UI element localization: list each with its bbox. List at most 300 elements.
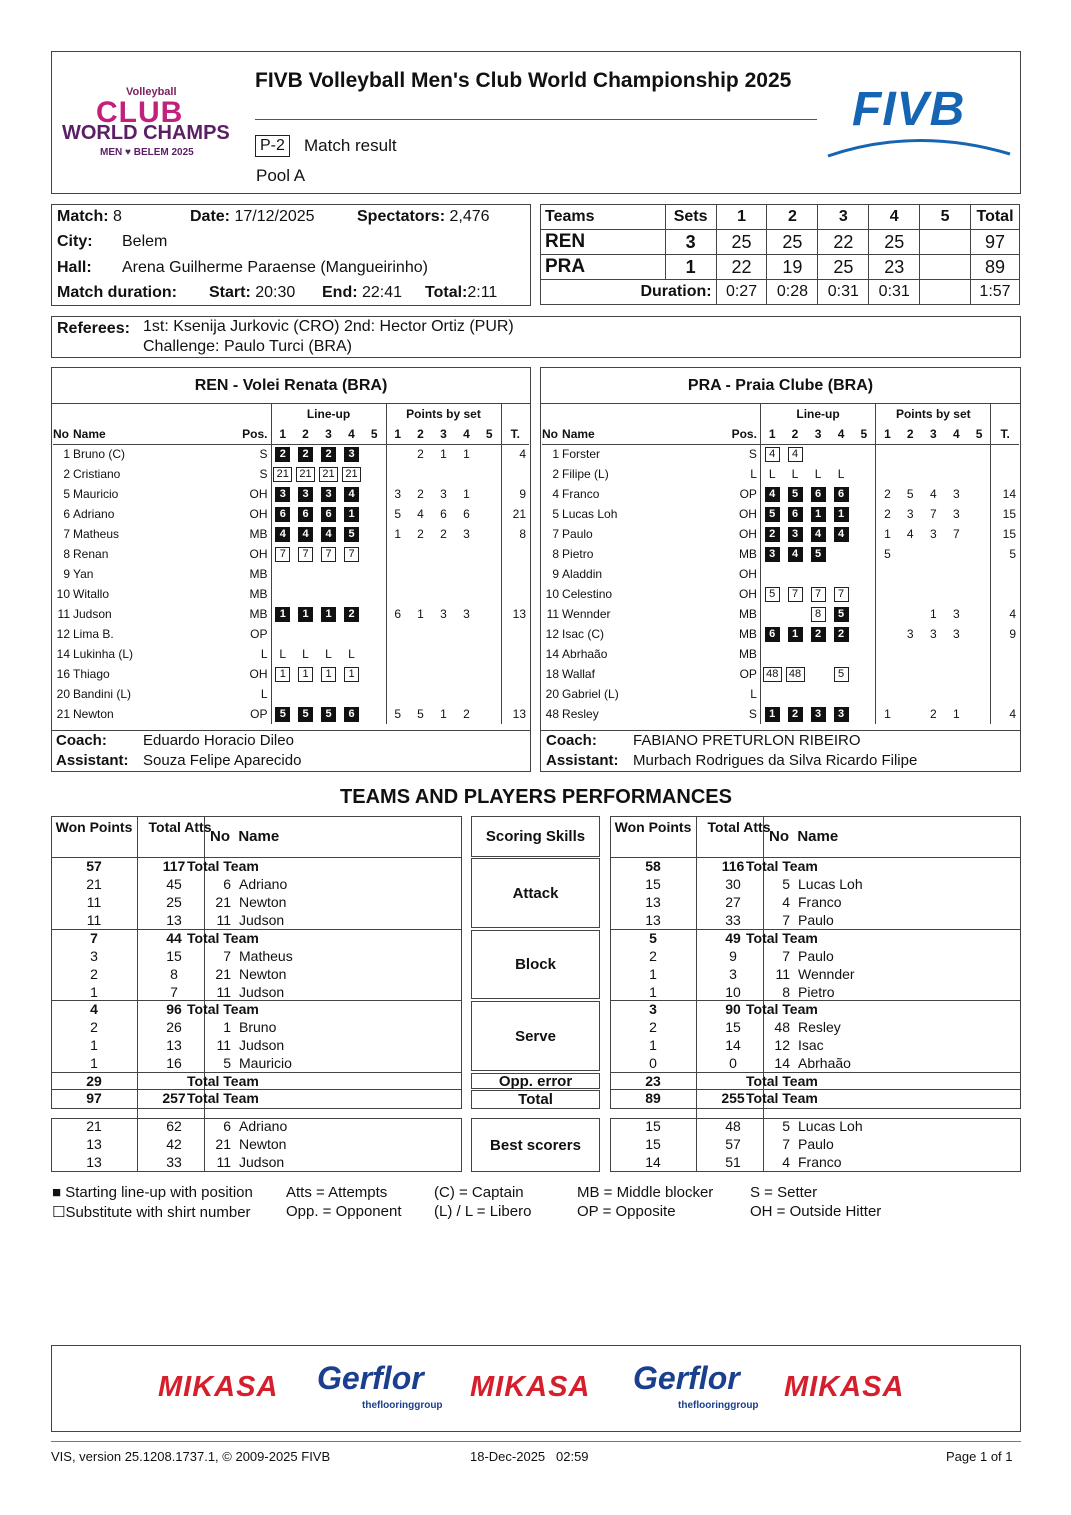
player-row xyxy=(542,644,1019,664)
player-number: 14 xyxy=(774,1055,790,1071)
starting-position-mark: 4 xyxy=(344,487,359,502)
set-points: 2 xyxy=(463,707,470,721)
set-points: 2 xyxy=(884,507,891,521)
player-row xyxy=(53,604,529,624)
player-total-points: 13 xyxy=(512,707,526,721)
atts-header: Total Atts xyxy=(148,819,212,835)
player-total-points: 4 xyxy=(1009,607,1016,621)
starting-position-mark: 6 xyxy=(344,707,359,722)
score-set: 19 xyxy=(767,255,818,280)
set-duration: 0:31 xyxy=(869,280,920,305)
player-name: Total Team xyxy=(187,858,259,874)
set-points xyxy=(968,684,991,704)
set-points: 1 xyxy=(440,707,447,721)
starting-position-mark: 3 xyxy=(788,527,803,542)
team-a-coach: Eduardo Horacio Dileo xyxy=(143,732,294,749)
starting-position-mark: 2 xyxy=(344,607,359,622)
player-row xyxy=(53,644,529,664)
won-points: 21 xyxy=(86,876,102,892)
set-points: 3 xyxy=(463,607,470,621)
starting-position-mark: 2 xyxy=(765,527,780,542)
set-points: 5 xyxy=(417,707,424,721)
player-total-points: 4 xyxy=(1009,707,1016,721)
player-position: OH xyxy=(738,567,757,581)
player-name: Newton xyxy=(239,1136,287,1152)
player-number: 10 xyxy=(56,587,70,601)
set-points xyxy=(922,664,945,684)
won-points: 15 xyxy=(645,1118,661,1134)
set-points: 3 xyxy=(906,507,914,521)
match-start: Start: 20:30 xyxy=(209,284,296,301)
player-number: 12 xyxy=(774,1037,790,1053)
won-points: 13 xyxy=(645,912,661,928)
score-header: Sets xyxy=(665,205,716,230)
set-points xyxy=(899,644,922,664)
player-position: L xyxy=(750,687,757,701)
title-divider xyxy=(255,119,817,120)
score-set: 22 xyxy=(818,230,869,255)
starting-position-mark: 6 xyxy=(298,507,313,522)
player-number: 11 xyxy=(546,607,560,621)
won-points: 1 xyxy=(90,1037,98,1053)
skill-label: Total xyxy=(471,1090,600,1109)
lineup-group-header xyxy=(53,404,529,424)
player-total-points xyxy=(501,564,529,584)
total-attempts: 8 xyxy=(170,966,178,982)
player-number: 5 xyxy=(782,876,790,892)
total-attempts: 15 xyxy=(725,1019,741,1035)
libero-mark: L xyxy=(279,647,287,661)
player-name: Cristiano xyxy=(73,467,121,481)
substitute-mark: 1 xyxy=(321,667,336,682)
set-points: 7 xyxy=(952,527,960,541)
starting-position-mark: 4 xyxy=(321,527,336,542)
substitute-mark: 7 xyxy=(834,587,849,602)
gerflor-logo: Gerflor xyxy=(317,1360,424,1396)
player-name: Resley xyxy=(798,1019,841,1035)
set-header: 2 xyxy=(906,426,914,441)
score-header-row xyxy=(541,205,1020,230)
score-header: 2 xyxy=(767,205,818,230)
set-points: 2 xyxy=(417,447,424,462)
skill-label: Best scorers xyxy=(471,1118,600,1172)
player-number: 4 xyxy=(782,1154,790,1170)
won-points: 57 xyxy=(86,858,102,874)
set-points: 6 xyxy=(394,607,402,621)
score-set: 25 xyxy=(767,230,818,255)
starting-position-mark: 3 xyxy=(811,707,826,722)
set-points xyxy=(922,564,945,584)
player-row xyxy=(542,544,1019,564)
set-points xyxy=(945,444,968,464)
set-points: 3 xyxy=(929,527,937,541)
substitute-mark: 1 xyxy=(344,667,359,682)
won-points: 15 xyxy=(645,1136,661,1152)
starting-position-mark: 1 xyxy=(344,507,359,522)
set-points: 5 xyxy=(906,487,914,501)
total-attempts: 257 xyxy=(162,1090,186,1106)
won-points: 1 xyxy=(90,1055,98,1071)
player-row xyxy=(542,684,1019,704)
atts-header: Total Atts xyxy=(707,819,771,835)
player-row xyxy=(542,604,1019,624)
total-attempts: 48 xyxy=(725,1118,741,1134)
total-duration: 1:57 xyxy=(971,280,1020,305)
score-set: 22 xyxy=(716,255,767,280)
player-name: Abrhaão xyxy=(562,647,608,661)
set-header: 4 xyxy=(837,426,845,441)
total-attempts: 10 xyxy=(725,984,741,1000)
player-name: Total Team xyxy=(746,1001,818,1017)
starting-position-mark: 1 xyxy=(788,627,803,642)
skill-label: Attack xyxy=(471,858,600,928)
total-header: T. xyxy=(1000,426,1010,441)
player-name: Pietro xyxy=(562,547,594,561)
player-number: 11 xyxy=(216,984,231,1000)
points-by-set-header: Points by set xyxy=(386,404,501,424)
player-number: 1 xyxy=(63,447,70,462)
player-row xyxy=(53,684,529,704)
player-name: Judson xyxy=(239,912,285,928)
starting-position-mark: 5 xyxy=(765,507,780,522)
player-name: Lucas Loh xyxy=(798,1118,863,1134)
player-name: Lima B. xyxy=(73,627,114,641)
substitute-mark: 1 xyxy=(275,667,290,682)
won-points: 1 xyxy=(649,1037,657,1053)
set-points xyxy=(386,584,409,604)
player-number: 18 xyxy=(545,667,560,681)
player-position: OH xyxy=(249,667,268,681)
player-name: Gabriel (L) xyxy=(562,687,619,701)
player-name: Pietro xyxy=(798,984,835,1000)
set-points xyxy=(478,684,501,704)
set-points xyxy=(899,564,922,584)
set-header: 3 xyxy=(814,426,822,441)
won-points: 2 xyxy=(649,948,657,964)
player-name: Newton xyxy=(73,707,114,721)
set-points xyxy=(968,584,991,604)
set-points xyxy=(922,684,945,704)
score-sets: 1 xyxy=(665,255,716,280)
player-number: 7 xyxy=(782,912,790,928)
set-points xyxy=(386,624,409,644)
set-points xyxy=(968,524,991,544)
total-attempts: 13 xyxy=(166,912,182,928)
score-row-pra xyxy=(541,255,1020,280)
substitute-mark: 21 xyxy=(342,467,361,482)
set-points: 2 xyxy=(884,487,891,501)
set-points xyxy=(478,664,501,684)
won-points: 0 xyxy=(649,1055,657,1071)
player-row xyxy=(542,704,1019,724)
set-points xyxy=(968,504,991,524)
score-set: 25 xyxy=(869,230,920,255)
player-name: Filipe (L) xyxy=(562,467,609,481)
player-name: Total Team xyxy=(746,1090,818,1106)
player-total-points: 8 xyxy=(519,527,526,541)
player-number: 21 xyxy=(215,1136,231,1152)
set-points xyxy=(899,544,922,564)
starting-position-mark: 5 xyxy=(275,707,290,722)
total-attempts: 51 xyxy=(725,1154,741,1170)
player-row xyxy=(53,544,529,564)
match-number: Match: 8 xyxy=(57,208,122,225)
set-points xyxy=(876,664,899,684)
player-position: OH xyxy=(738,587,757,601)
libero-mark: L xyxy=(348,647,355,661)
player-row xyxy=(53,704,529,724)
substitute-mark: 4 xyxy=(765,447,780,462)
set-points: 1 xyxy=(463,487,470,501)
match-date: Date: 17/12/2025 xyxy=(190,208,315,225)
player-position: S xyxy=(259,447,268,462)
player-position: OH xyxy=(249,547,268,561)
fivb-logo-swoosh-icon xyxy=(826,132,1012,158)
set-points xyxy=(478,504,501,524)
set-points xyxy=(409,544,432,564)
player-number: 5 xyxy=(63,487,70,501)
substitute-mark: 5 xyxy=(765,587,780,602)
player-number: 7 xyxy=(782,1136,790,1152)
set-points xyxy=(968,564,991,584)
set-points xyxy=(478,544,501,564)
match-total-time: Total:2:11 xyxy=(425,284,498,301)
won-points: 5 xyxy=(649,930,657,946)
set-points xyxy=(945,564,968,584)
set-points xyxy=(432,584,455,604)
player-name: Mauricio xyxy=(239,1055,292,1071)
set-points xyxy=(409,584,432,604)
total-attempts: 14 xyxy=(725,1037,741,1053)
player-number: 12 xyxy=(56,627,70,641)
legend-starting: ■ Starting line-up with position xyxy=(52,1184,253,1201)
player-name: Bruno xyxy=(239,1019,277,1035)
set-points xyxy=(478,524,501,544)
score-set: 25 xyxy=(716,230,767,255)
player-name: Bruno (C) xyxy=(73,447,126,462)
score-set xyxy=(920,255,971,280)
player-number: 21 xyxy=(56,707,70,721)
starting-position-mark: 6 xyxy=(765,627,780,642)
match-code: P-2 xyxy=(255,135,290,157)
name-header: Name xyxy=(562,426,595,441)
set-points xyxy=(945,644,968,664)
set-points xyxy=(922,464,945,484)
total-attempts: 90 xyxy=(725,1001,741,1017)
set-header: 4 xyxy=(463,426,470,441)
player-position: OH xyxy=(738,507,757,521)
player-total-points xyxy=(501,464,529,484)
starting-position-mark: 5 xyxy=(834,607,849,622)
won-points: 14 xyxy=(645,1154,661,1170)
set-points xyxy=(386,664,409,684)
set-points xyxy=(478,484,501,504)
score-set: 23 xyxy=(869,255,920,280)
legend-opp: Opp. = Opponent xyxy=(286,1203,402,1220)
score-set: 25 xyxy=(818,255,869,280)
player-number: 5 xyxy=(223,1055,231,1071)
player-row xyxy=(542,444,1019,464)
set-points xyxy=(478,644,501,664)
set-points xyxy=(432,544,455,564)
player-position: L xyxy=(750,467,757,481)
player-name: Total Team xyxy=(746,1073,818,1089)
substitute-mark: 7 xyxy=(321,547,336,562)
set-points xyxy=(455,664,478,684)
player-name: Renan xyxy=(73,547,109,561)
total-attempts: 44 xyxy=(166,930,182,946)
set-points: 1 xyxy=(394,527,402,541)
set-points xyxy=(455,464,478,484)
substitute-mark: 21 xyxy=(273,467,292,482)
starting-position-mark: 2 xyxy=(834,627,849,642)
total-attempts: 96 xyxy=(166,1001,182,1017)
player-name: Adriano xyxy=(73,507,115,521)
set-header: 1 xyxy=(760,424,783,444)
skill-label: Serve xyxy=(471,1001,600,1071)
event-logo-club: CLUB xyxy=(96,96,184,129)
score-header: 3 xyxy=(818,205,869,230)
player-number: 7 xyxy=(782,948,790,964)
player-position: OP xyxy=(250,627,268,641)
player-position: MB xyxy=(738,647,757,661)
player-name: Paulo xyxy=(798,1136,834,1152)
referees-label: Referees: xyxy=(57,320,130,337)
starting-position-mark: 1 xyxy=(834,507,849,522)
set-header: 4 xyxy=(952,426,960,441)
pool-name: Pool A xyxy=(256,166,306,185)
player-number: 48 xyxy=(545,707,560,721)
score-total: 89 xyxy=(971,255,1020,280)
set-points xyxy=(409,464,432,484)
set-points xyxy=(968,644,991,664)
set-points xyxy=(945,664,968,684)
team-b-lineup-table xyxy=(542,404,1019,724)
player-number: 6 xyxy=(63,507,70,521)
won-header: Won Points xyxy=(614,819,692,835)
set-points xyxy=(432,644,455,664)
player-position: L xyxy=(260,687,268,701)
set-points xyxy=(455,644,478,664)
starting-position-mark: 6 xyxy=(275,507,290,522)
player-position: S xyxy=(259,467,268,481)
won-points: 13 xyxy=(86,1136,102,1152)
starting-position-mark: 5 xyxy=(298,707,313,722)
won-points: 2 xyxy=(90,1019,98,1035)
total-attempts: 27 xyxy=(725,894,741,910)
document-type: Match result xyxy=(304,136,397,155)
set-points xyxy=(945,584,968,604)
player-row xyxy=(53,624,529,644)
lineup-column-header xyxy=(542,424,1019,444)
player-total-points xyxy=(501,624,529,644)
player-row xyxy=(53,664,529,684)
player-name: Total Team xyxy=(746,858,818,874)
player-name: Resley xyxy=(562,707,599,721)
team-a-coach-label: Coach: xyxy=(56,732,107,749)
set-points: 3 xyxy=(440,607,447,621)
starting-position-mark: 2 xyxy=(811,627,826,642)
set-header: 5 xyxy=(853,424,876,444)
player-name: Abrhaão xyxy=(798,1055,851,1071)
performances-title: TEAMS AND PLAYERS PERFORMANCES xyxy=(340,786,732,808)
set-points: 3 xyxy=(952,507,960,521)
player-number: 8 xyxy=(782,984,790,1000)
starting-position-mark: 3 xyxy=(298,487,313,502)
legend-atts: Atts = Attempts xyxy=(286,1184,388,1201)
total-attempts: 33 xyxy=(725,912,741,928)
set-points xyxy=(922,644,945,664)
player-name: Judson xyxy=(239,1154,285,1170)
set-points xyxy=(409,684,432,704)
player-name: Newton xyxy=(239,894,287,910)
player-position: MB xyxy=(249,527,268,541)
won-points: 89 xyxy=(645,1090,661,1106)
won-points: 1 xyxy=(649,966,657,982)
set-points: 3 xyxy=(440,487,447,501)
starting-position-mark: 2 xyxy=(321,447,336,462)
player-row xyxy=(53,524,529,544)
team-b-assistant-label: Assistant: xyxy=(546,752,619,769)
match-end: End: 22:41 xyxy=(322,284,403,301)
set-points xyxy=(432,564,455,584)
set-points xyxy=(386,444,409,464)
starting-position-mark: 4 xyxy=(275,527,290,542)
player-total-points xyxy=(501,544,529,564)
player-total-points xyxy=(991,684,1019,704)
set-points xyxy=(455,684,478,704)
mikasa-logo: MIKASA xyxy=(158,1371,279,1403)
mikasa-logo: MIKASA xyxy=(470,1371,591,1403)
substitute-mark: 7 xyxy=(344,547,359,562)
player-total-points xyxy=(501,684,529,704)
set-points xyxy=(455,564,478,584)
player-number: 11 xyxy=(57,607,70,621)
player-name: Lucas Loh xyxy=(562,507,618,521)
set-points xyxy=(899,464,922,484)
player-number: 16 xyxy=(56,667,70,681)
player-total-points: 15 xyxy=(1002,507,1016,521)
set-points xyxy=(386,644,409,664)
substitute-mark: 5 xyxy=(834,667,849,682)
substitute-mark: 21 xyxy=(296,467,315,482)
player-name: Celestino xyxy=(562,587,613,601)
player-name: Lukinha (L) xyxy=(73,647,134,661)
starting-position-mark: 5 xyxy=(811,547,826,562)
won-points: 21 xyxy=(86,1118,102,1134)
score-table xyxy=(540,204,1020,305)
player-position: MB xyxy=(249,567,268,581)
substitute-mark: 8 xyxy=(811,607,826,622)
player-number: 11 xyxy=(775,966,790,982)
won-points: 7 xyxy=(90,930,98,946)
team-b-title: PRA - Praia Clube (BRA) xyxy=(687,377,874,394)
libero-mark: L xyxy=(768,467,776,481)
starting-position-mark: 5 xyxy=(788,487,803,502)
player-name: Yan xyxy=(73,567,94,581)
won-points: 1 xyxy=(649,984,657,1000)
player-row xyxy=(542,524,1019,544)
set-duration xyxy=(920,280,971,305)
set-points xyxy=(876,624,899,644)
legend-libero: (L) / L = Libero xyxy=(434,1203,532,1220)
set-points xyxy=(455,584,478,604)
player-number: 20 xyxy=(545,687,560,701)
player-name: Lucas Loh xyxy=(798,876,863,892)
player-number: 5 xyxy=(552,507,560,521)
name-header: Name xyxy=(73,426,106,441)
set-points xyxy=(478,464,501,484)
